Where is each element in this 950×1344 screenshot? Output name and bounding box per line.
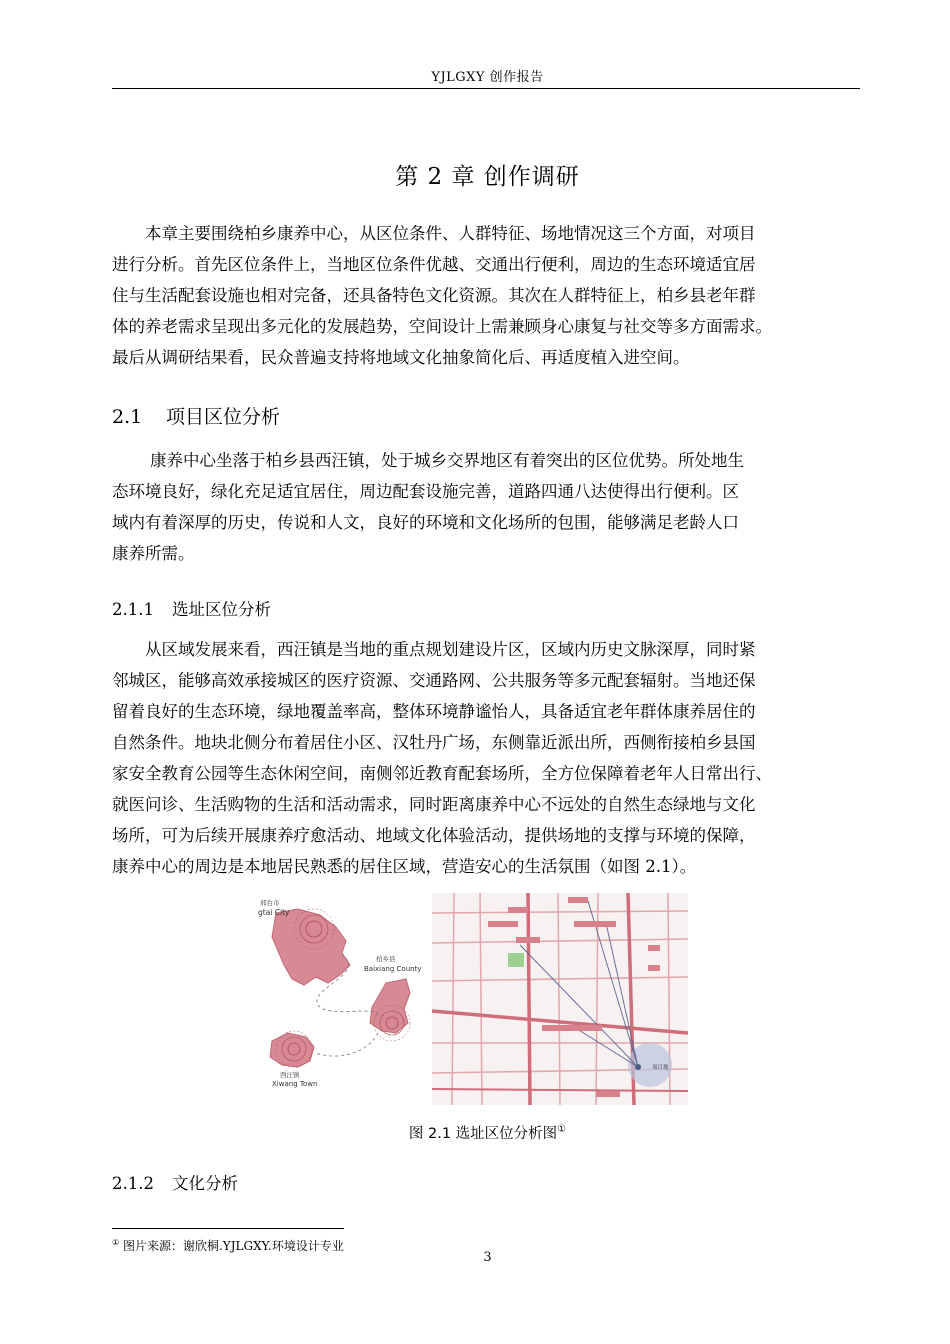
- figure-caption-text: 图 2.1 选址区位分析图: [408, 1126, 558, 1142]
- section-title: 选址区位分析: [172, 600, 271, 619]
- section-number: 2.1.1: [112, 600, 154, 619]
- town-region-shape: [270, 1033, 314, 1067]
- body-line: 域内有着深厚的历史，传说和人文，良好的环境和文化场所的包围，能够满足老龄人口: [112, 513, 739, 532]
- page-number: 3: [483, 1250, 492, 1265]
- city-label-cn: 邢台市: [260, 899, 280, 907]
- body-line: 康养中心的周边是本地居民熟悉的居住区域，营造安心的生活氛围（如图 2.1）。: [112, 857, 697, 876]
- figure-caption: [0, 1122, 950, 1143]
- body-line: 留着良好的生态环境，绿地覆盖率高，整体环境静谧怡人，具备适宜老年群体康养居住的: [112, 702, 756, 721]
- body-line: 康养中心坐落于柏乡县西汪镇，处于城乡交界地区有着突出的区位优势。所处地生: [149, 451, 744, 470]
- section-number: 2.1: [112, 406, 143, 428]
- footnote-rule: [112, 1228, 344, 1229]
- intro-line: 本章主要围绕柏乡康养中心，从区位条件、人群特征、场地情况这三个方面，对项目: [145, 224, 756, 243]
- city-label-en: gtai City: [258, 908, 290, 917]
- footnote-text: 图片来源：谢欣桐.YJLGXY.环境设计专业: [119, 1239, 344, 1253]
- town-label-en: Xiwang Town: [272, 1080, 318, 1088]
- body-line: 自然条件。地块北侧分布着居住小区、汉牡丹广场，东侧靠近派出所，西侧衔接柏乡县国: [112, 733, 756, 752]
- section-number: 2.1.2: [112, 1174, 154, 1193]
- section-title: 文化分析: [172, 1174, 238, 1193]
- body-line: 场所，可为后续开展康养疗愈活动、地域文化体验活动，提供场地的支撑与环境的保障，: [112, 826, 756, 845]
- city-region-shape: [272, 909, 350, 985]
- body-line: 康养所需。: [112, 544, 195, 563]
- town-label-cn: 西汪镇: [280, 1071, 300, 1079]
- regional-map: [258, 898, 421, 1088]
- section-title: 项目区位分析: [166, 406, 281, 428]
- figure-footnote-mark: ①: [557, 1124, 567, 1136]
- section-heading-2-1-1: [112, 596, 271, 620]
- body-line: 就医问诊、生活购物的生活和活动需求，同时距离康养中心不远处的自然生态绿地与文化: [112, 795, 756, 814]
- intro-line: 进行分析。首先区位条件上，当地区位条件优越、交通出行便利，周边的生态环境适宜居: [112, 255, 756, 274]
- connector-dashed-line: [316, 1033, 378, 1056]
- chapter-title: 第 2 章 创作调研: [395, 164, 580, 190]
- section-heading-2-1-2: [112, 1170, 238, 1194]
- county-label-cn: 柏乡县: [376, 955, 396, 963]
- location-analysis-figure: [258, 893, 688, 1111]
- section-heading-2-1: [112, 402, 280, 429]
- county-label-en: Baixiang County: [364, 965, 422, 973]
- body-line: 态环境良好，绿化充足适宜居住，周边配套设施完善，道路四通八达使得出行便利。区: [112, 482, 739, 501]
- site-label: 项目地: [652, 1065, 669, 1071]
- park-area: [508, 953, 524, 967]
- running-header: YJLGXY 创作报告: [431, 70, 544, 85]
- intro-line: 住与生活配套设施也相对完备，还具备特色文化资源。其次在人群特征上，柏乡县老年群: [112, 286, 756, 305]
- body-line: 家安全教育公园等生态休闲空间，南侧邻近教育配套场所，全方位保障着老年人日常出行、: [112, 764, 772, 783]
- section-2-1-paragraph: [112, 445, 862, 569]
- footnote-mark: ①: [112, 1238, 120, 1247]
- body-line: 从区域发展来看，西汪镇是当地的重点规划建设片区，区域内历史文脉深厚，同时紧: [145, 640, 756, 659]
- body-line: 邻城区，能够高效承接城区的医疗资源、交通路网、公共服务等多元配套辐射。当地还保: [112, 671, 756, 690]
- location-maps-svg: [258, 893, 688, 1111]
- intro-paragraph: [112, 218, 862, 373]
- intro-line: 最后从调研结果看，民众普遍支持将地域文化抽象简化后、再适度植入进空间。: [112, 348, 690, 367]
- local-road-map: [432, 893, 688, 1105]
- intro-line: 体的养老需求呈现出多元化的发展趋势，空间设计上需兼顾身心康复与社交等多方面需求。: [112, 317, 772, 336]
- header-rule: [112, 88, 860, 89]
- section-2-1-1-paragraph: [112, 634, 862, 882]
